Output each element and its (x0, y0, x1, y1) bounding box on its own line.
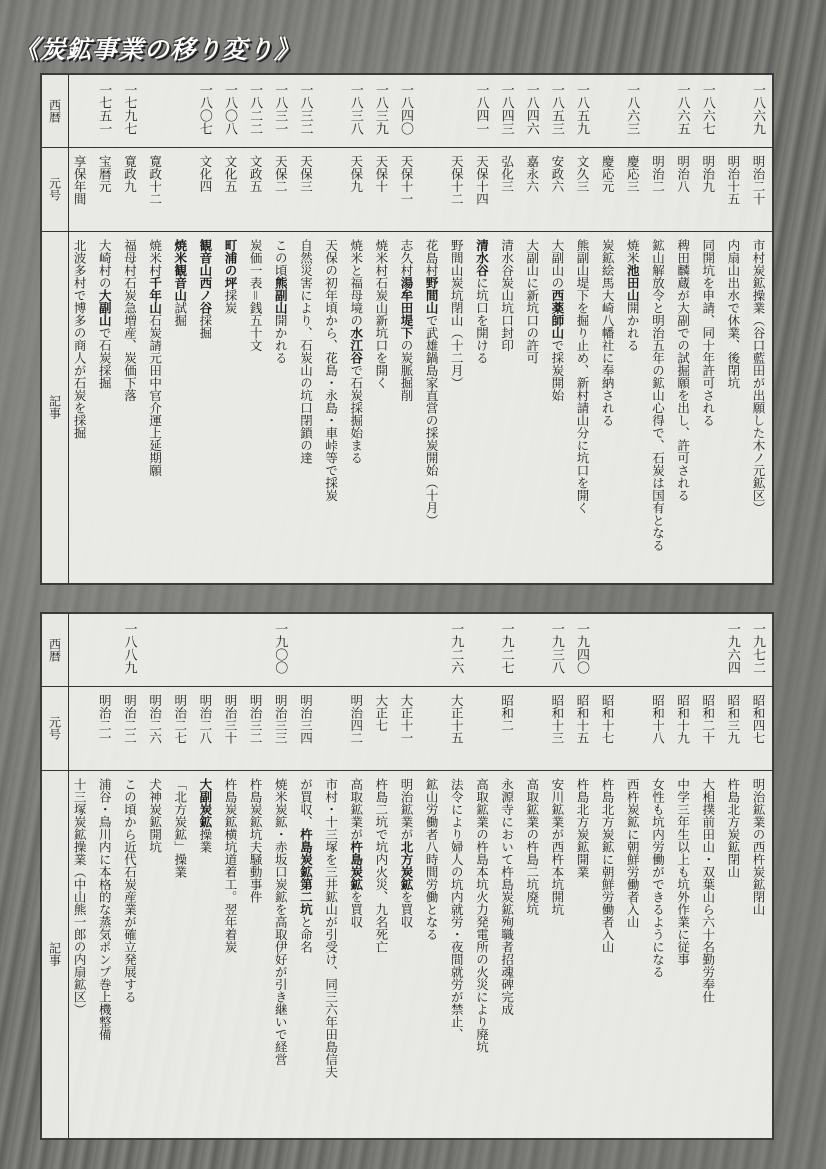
note-text: 操業 (197, 828, 213, 853)
note-text: 焼米村石炭山新坑口を開く (373, 239, 389, 389)
era-cell: 昭和二 (499, 694, 515, 732)
year-cell: 一九〇〇 (272, 622, 288, 674)
row-divider (42, 686, 772, 687)
era-cell: 天保三 (298, 155, 314, 193)
note-text: 法令により婦人の坑内就労・夜間就労が禁止、 (449, 778, 465, 1041)
note-cell (86, 239, 113, 577)
era-cell (413, 694, 437, 766)
note-text: 焼米炭鉱・赤坂口炭鉱を高取伊好が引き継いで経営 (273, 778, 289, 1066)
era-cell: 天保十 (373, 155, 389, 193)
year-cell (413, 622, 437, 682)
era-cell: 天保十四 (474, 155, 490, 205)
note-cell (237, 778, 264, 1132)
era-cell (312, 694, 336, 766)
note-text: で石炭採掘 (97, 326, 113, 389)
year-cell: 一八四三 (498, 83, 514, 135)
year-cell (312, 83, 336, 143)
note-cell (715, 239, 739, 577)
place-name: 大副山 (97, 289, 113, 327)
note-text: 西杵炭鉱に朝鮮労働者入山 (625, 778, 641, 928)
note-text: で武雄鍋島家直営の採炭開始（十月） (424, 314, 440, 527)
place-name: 清水谷 (474, 239, 490, 277)
note-text: 杵島北方炭鉱に朝鮮労働者入山 (600, 778, 616, 953)
year-cell: 一九二六 (448, 622, 464, 674)
note-cell (338, 778, 362, 1132)
note-cell (287, 778, 314, 1132)
note-cell (136, 239, 163, 577)
era-cell: 文政五 (248, 155, 264, 193)
note-text: 明治鉱業が (399, 778, 414, 841)
era-cell: 明治二八 (197, 694, 213, 744)
note-text: 野間山炭坑閉山（十二月） (449, 239, 465, 389)
era-cell: 嘉永六 (524, 155, 540, 193)
note-text: 熊副山堤下を掘り止め、新村請山分に坑口を開く (575, 239, 590, 514)
year-cell (463, 622, 487, 682)
note-text: 採掘 (197, 314, 213, 339)
year-cell (614, 622, 638, 682)
era-cell: 天保九 (348, 155, 364, 193)
year-cell (589, 622, 613, 682)
row-divider (42, 231, 772, 232)
note-text: の炭脈掘削 (399, 339, 414, 402)
note-text: 大副山の (549, 239, 565, 289)
year-cell (690, 622, 714, 682)
note-cell (488, 239, 515, 577)
note-text: 大副山に新坑口の許可 (524, 239, 540, 364)
note-text: 永源寺において杵島炭鉱殉職者招魂碑完成 (499, 778, 515, 1016)
era-cell: 弘化三 (499, 155, 515, 193)
note-text: と命名 (298, 915, 314, 953)
note-cell (639, 778, 666, 1132)
header-year: 西暦 (42, 614, 69, 686)
note-text: 北波多村で博多の商人が石炭を採掘 (72, 239, 88, 439)
year-cell: 一八六九 (750, 83, 765, 135)
page-title: 《炭鉱事業の移り変り》 (14, 35, 301, 64)
row-divider (42, 770, 772, 771)
year-cell: 一八六五 (674, 83, 690, 135)
era-cell (312, 155, 336, 227)
year-cell: 一八四六 (523, 83, 539, 135)
note-text: 中学三年生以上も坑外作業に従事 (675, 778, 691, 966)
note-text: 福母村石炭急増産、炭価下落 (122, 239, 138, 402)
note-cell (413, 239, 440, 577)
note-text: 焼米 (625, 239, 641, 264)
note-text: 開かれる (273, 314, 289, 364)
note-text: 自然災害により、石炭山の坑口閉鎖の達 (298, 239, 314, 464)
year-cell: 一八三一 (272, 83, 288, 135)
year-cell (413, 83, 437, 143)
era-cell: 昭和十七 (600, 694, 616, 744)
note-cell (187, 778, 211, 1132)
era-cell: 明治二二 (122, 694, 138, 744)
note-cell (111, 239, 138, 577)
era-cell: 文久三 (575, 155, 590, 193)
era-cell (61, 694, 85, 766)
year-cell (388, 622, 412, 682)
era-cell: 天保二 (273, 155, 289, 193)
note-cell (262, 778, 289, 1132)
note-text: 大相撲前田山・双葉山ら六十名勤労奉仕 (700, 778, 716, 1003)
year-cell (162, 83, 186, 143)
note-cell (212, 778, 236, 1132)
note-text: 「北方炭鉱」操業 (172, 778, 188, 878)
note-text: で採炭開始 (549, 339, 565, 402)
era-cell: 明治二七 (172, 694, 188, 744)
era-cell: 慶応元 (600, 155, 616, 193)
note-text: 女性も坑内労働ができるようになる (650, 778, 666, 978)
note-text: 市村炭鉱操業（谷口藍田が出願した木ノ元鉱区） (751, 239, 766, 514)
year-cell: 一七五一 (96, 83, 112, 135)
era-cell: 明治三十 (223, 694, 238, 744)
year-cell (338, 622, 362, 682)
note-text: 鉱山労働者八時間労働となる (424, 778, 440, 941)
year-cell: 一九四〇 (574, 622, 589, 674)
note-cell (614, 778, 641, 1132)
year-cell (237, 622, 261, 682)
note-cell (312, 778, 339, 1132)
place-name: 池田山 (625, 264, 641, 302)
note-cell (690, 778, 714, 1132)
era-cell: 明治二六 (147, 694, 163, 744)
place-name: 千年山 (147, 276, 163, 314)
note-cell (388, 778, 412, 1132)
era-cell (463, 694, 487, 766)
year-cell: 一八四一 (473, 83, 489, 135)
header-era: 元号 (42, 686, 69, 770)
era-cell (413, 155, 437, 227)
note-text: 開かれる (625, 301, 641, 352)
note-text: この頃 (273, 239, 289, 277)
year-cell: 一八〇八 (222, 83, 237, 135)
note-cell (664, 778, 691, 1132)
note-cell (212, 239, 236, 577)
era-cell: 明治十五 (725, 155, 741, 205)
note-text: 杵島炭鉱坑夫騒動事件 (248, 778, 264, 903)
place-name: 北方炭鉱 (399, 840, 414, 891)
era-cell: 大正十五 (449, 694, 465, 744)
note-cell (539, 778, 563, 1132)
note-cell (715, 778, 739, 1132)
note-cell (413, 778, 440, 1132)
note-cell (61, 778, 88, 1132)
year-cell (363, 622, 387, 682)
note-cell (162, 239, 186, 577)
header-year: 西暦 (42, 75, 69, 147)
year-cell (639, 83, 663, 143)
note-text: 明治鉱業の西杵炭鉱閉山 (751, 778, 766, 916)
note-cell (61, 239, 88, 577)
note-cell (463, 239, 490, 577)
note-text: 十三塚炭鉱操業（中山熊一郎の内扇鉱区） (72, 778, 88, 1016)
row-divider (42, 147, 772, 148)
note-text: 試掘 (172, 301, 188, 327)
year-cell (61, 83, 85, 143)
place-name: 観音山西ノ谷 (197, 239, 213, 314)
note-cell (463, 778, 490, 1132)
header-note: 記事 (42, 231, 69, 583)
note-text: この頃から近代石炭産業が確立発展する (122, 778, 138, 1003)
note-text: 清水谷炭山坑口封印 (499, 239, 515, 352)
note-text: で石炭採掘始まる (348, 364, 364, 464)
year-cell: 一八〇七 (196, 83, 212, 135)
era-cell (614, 694, 638, 766)
era-cell (514, 694, 538, 766)
note-cell (488, 778, 515, 1132)
note-cell (564, 778, 588, 1132)
note-text: 花島村 (424, 239, 440, 277)
era-cell: 天保十一 (399, 155, 414, 205)
era-cell: 天保十二 (449, 155, 465, 205)
note-cell (363, 239, 387, 577)
era-cell: 昭和十三 (549, 694, 565, 744)
note-cell (539, 239, 563, 577)
year-cell (312, 622, 336, 682)
place-name: 水江谷 (348, 326, 364, 364)
note-cell (589, 778, 616, 1132)
note-cell (338, 239, 362, 577)
note-cell (740, 778, 764, 1132)
note-cell (187, 239, 211, 577)
note-text: 杵島二坑で坑内火災、九名死亡 (373, 778, 389, 953)
year-cell: 一七九七 (121, 83, 137, 135)
note-cell (514, 778, 538, 1132)
place-name: 湯牟田堤下 (399, 276, 414, 339)
year-cell (287, 622, 311, 682)
year-cell (136, 622, 160, 682)
note-text: を買収 (399, 890, 414, 928)
note-text: 志久村 (399, 239, 414, 277)
note-cell (589, 239, 616, 577)
note-cell (287, 239, 314, 577)
era-cell: 明治三四 (298, 694, 314, 744)
note-text: 同開坑を申請、同十年許可される (700, 239, 716, 427)
note-cell (614, 239, 641, 577)
note-text: 焼米と福母境の (348, 239, 364, 327)
place-name: 焼米観音山 (172, 239, 188, 302)
era-cell: 明治八 (675, 155, 691, 193)
year-cell: 一八三九 (372, 83, 388, 135)
note-text: 焼米村 (147, 239, 163, 277)
era-cell: 昭和十五 (575, 694, 590, 744)
note-cell (262, 239, 289, 577)
era-cell: 昭和二十 (700, 694, 716, 744)
era-cell (162, 155, 186, 227)
note-text: 犬神炭鉱開坑 (147, 778, 163, 853)
year-cell (589, 83, 613, 143)
era-cell: 昭和三九 (725, 694, 741, 744)
note-text: 石炭請元田中官介運上延期願 (147, 314, 163, 477)
note-text: に坑口を開ける (474, 276, 490, 364)
note-cell (237, 239, 264, 577)
timeline-table-early (40, 73, 774, 585)
note-cell (162, 778, 186, 1132)
year-cell (86, 622, 110, 682)
note-text: 高取鉱業の杵島本坑火力発電所の火災により廃坑 (474, 778, 490, 1053)
year-cell: 一八二二 (247, 83, 263, 135)
note-text: 市村・十三塚を三井鉱山が引受け、同三六年田島信夫 (323, 778, 339, 1078)
era-cell: 昭和十九 (675, 694, 691, 744)
year-cell: 一九六四 (724, 622, 740, 674)
era-cell: 安政六 (549, 155, 565, 193)
year-cell (514, 622, 538, 682)
year-cell: 一八六三 (624, 83, 640, 135)
note-cell (438, 778, 465, 1132)
note-cell (564, 239, 588, 577)
year-cell (212, 622, 236, 682)
place-name: 杵島炭鉱第二坑 (298, 828, 314, 916)
place-name: 熊副山 (273, 276, 289, 314)
note-text: 高取鉱業の杵島二坑廃坑 (524, 778, 540, 916)
era-cell: 文化五 (223, 155, 238, 193)
note-text: 内扇山出水で休業、後閉坑 (725, 239, 741, 389)
year-cell (639, 622, 663, 682)
note-cell (86, 778, 113, 1132)
note-text: 浦谷・鳥川内に本格的な蒸気ポンプ巻上機整備 (97, 778, 113, 1041)
era-cell: 明治九 (700, 155, 716, 193)
note-cell (363, 778, 387, 1132)
era-cell: 昭和十八 (650, 694, 666, 744)
year-cell: 一八五九 (574, 83, 589, 135)
year-cell (187, 622, 211, 682)
era-cell: 宝暦元 (97, 155, 113, 193)
note-cell (136, 778, 163, 1132)
year-cell (664, 622, 688, 682)
era-cell: 文化四 (197, 155, 213, 193)
year-cell: 一九三八 (548, 622, 564, 674)
note-text: 杵島炭鉱横坑道着工。翌年着炭 (223, 778, 238, 953)
era-cell: 明治四二 (348, 694, 364, 744)
note-text: 採炭 (223, 289, 238, 314)
note-text: 鉱山解放令と明治五年の鉱山心得で、石炭は国有となる (650, 239, 666, 552)
era-cell: 明治二十 (751, 155, 766, 205)
note-cell (690, 239, 714, 577)
year-cell: 一八五三 (548, 83, 564, 135)
note-text: 稗田麟蔵が大副での試掘願を出し、許可される (675, 239, 691, 502)
era-cell: 明治三三 (273, 694, 289, 744)
era-cell: 明治二一 (97, 694, 113, 744)
place-name: 杵島炭鉱 (348, 840, 364, 891)
year-cell (61, 622, 85, 682)
year-cell: 一八三二 (297, 83, 313, 135)
note-text: 大崎村の (97, 239, 113, 289)
header-era: 元号 (42, 147, 69, 231)
note-cell (388, 239, 412, 577)
note-text: 高取鉱業が (348, 778, 364, 841)
year-cell: 一八三八 (347, 83, 363, 135)
note-text: 天保の初年頃から、花島・永島・車峠等で採炭 (323, 239, 339, 502)
note-text: が買収、 (298, 778, 314, 828)
place-name: 西薬師山 (549, 289, 565, 339)
year-cell: 一九二七 (498, 622, 514, 674)
era-cell: 大正十一 (399, 694, 414, 744)
note-cell (664, 239, 691, 577)
note-cell (438, 239, 465, 577)
era-cell: 明治三二 (248, 694, 264, 744)
note-cell (639, 239, 666, 577)
place-name: 大副炭鉱 (197, 778, 213, 828)
note-cell (514, 239, 538, 577)
year-cell: 一八六七 (699, 83, 715, 135)
note-text: 炭価一表＝銭五十文 (248, 239, 264, 352)
year-cell: 一八四〇 (398, 83, 413, 135)
era-cell: 寛政十二 (147, 155, 163, 205)
year-cell: 一九七二 (750, 622, 765, 674)
note-cell (312, 239, 339, 577)
year-cell (715, 83, 739, 143)
note-text: 安川鉱業が西杵本坑開坑 (549, 778, 565, 916)
year-cell: 一八八九 (121, 622, 137, 674)
header-note: 記事 (42, 770, 69, 1138)
timeline-table-modern (40, 612, 774, 1140)
era-cell: 大正七 (373, 694, 389, 732)
note-text: 杵島北方炭鉱閉山 (725, 778, 741, 878)
note-text: 杵島北方炭鉱開業 (575, 778, 590, 878)
place-name: 野間山 (424, 276, 440, 314)
era-cell: 享保年間 (72, 155, 88, 205)
era-cell: 明治二 (650, 155, 666, 193)
note-cell (111, 778, 138, 1132)
place-name: 町浦の坪 (223, 239, 238, 289)
year-cell (438, 83, 462, 143)
era-cell: 昭和四七 (751, 694, 766, 744)
note-cell (740, 239, 764, 577)
era-cell: 慶応三 (625, 155, 641, 193)
year-cell (162, 622, 186, 682)
note-text: 炭鉱絵馬大崎八幡社に奉納される (600, 239, 616, 427)
year-cell (136, 83, 160, 143)
era-cell: 寛政九 (122, 155, 138, 193)
note-text: を買収 (348, 890, 364, 928)
